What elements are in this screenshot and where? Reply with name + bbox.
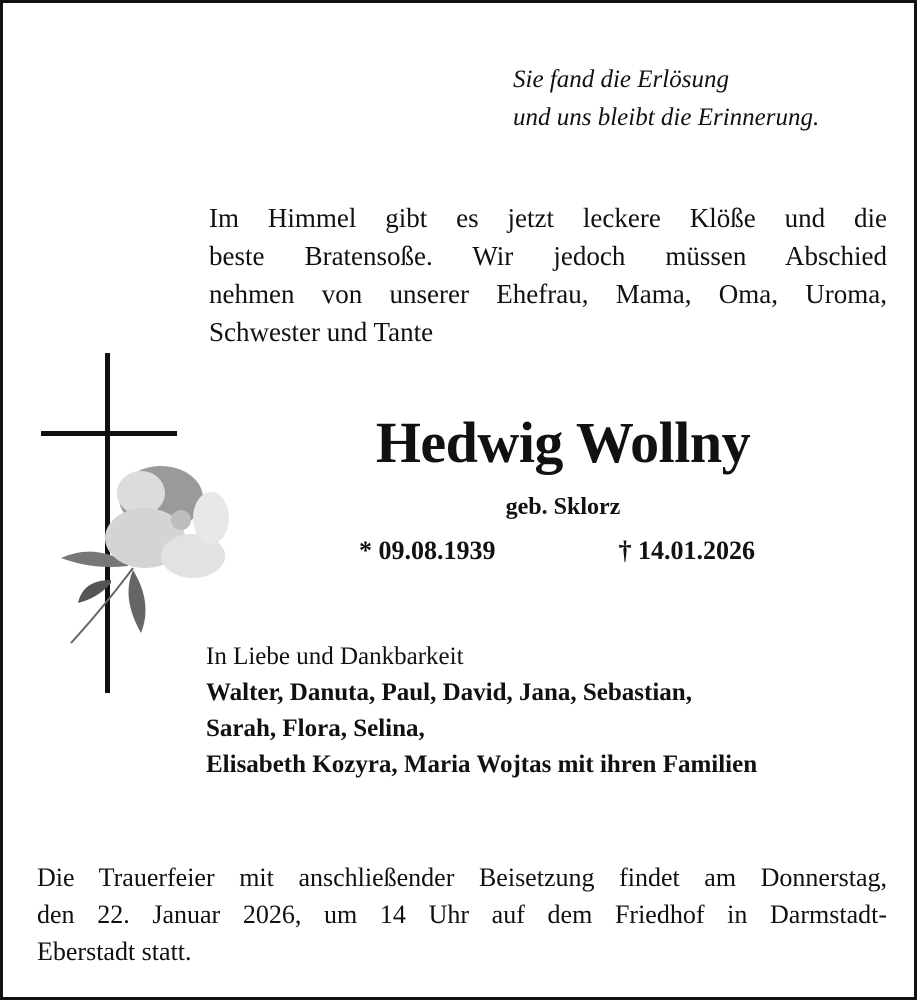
funeral-line: Eberstadt statt. [37,937,192,966]
death-date: † 14.01.2026 [618,536,755,565]
motto-line: Sie fand die Erlösung [513,66,729,93]
intro-line: Schwester und Tante [209,317,434,347]
deceased-name: Hedwig Wollny [375,410,751,475]
maiden-name: geb. Sklorz [505,494,621,520]
intro-text [209,199,887,351]
mourners-intro: In Liebe und Dankbarkeit [206,643,464,670]
intro-line: beste Bratensoße. Wir jedoch müssen Abschied [209,241,887,271]
life-dates [343,533,783,569]
motto-quote [513,61,893,137]
mourners-line: Sarah, Flora, Selina, [206,715,425,742]
intro-line: nehmen von unserer Ehefrau, Mama, Oma, Uroma, [209,279,887,309]
funeral-line: Die Trauerfeier mit anschließender Beisetzung findet am Donnerstag, [37,863,887,892]
motto-line: und uns bleibt die Erinnerung. [513,104,820,131]
funeral-info [37,859,887,970]
funeral-line: den 22. Januar 2026, um 14 Uhr auf dem Friedhof in Darmstadt- [37,900,887,929]
intro-line: Im Himmel gibt es jetzt leckere Klöße und die [209,203,887,233]
mourners-line: Walter, Danuta, Paul, David, Jana, Sebastian, [206,679,692,706]
mourners-block [206,639,896,783]
birth-date: * 09.08.1939 [359,536,496,565]
mourners-line: Elisabeth Kozyra, Maria Wojtas mit ihren Familien [206,751,758,778]
